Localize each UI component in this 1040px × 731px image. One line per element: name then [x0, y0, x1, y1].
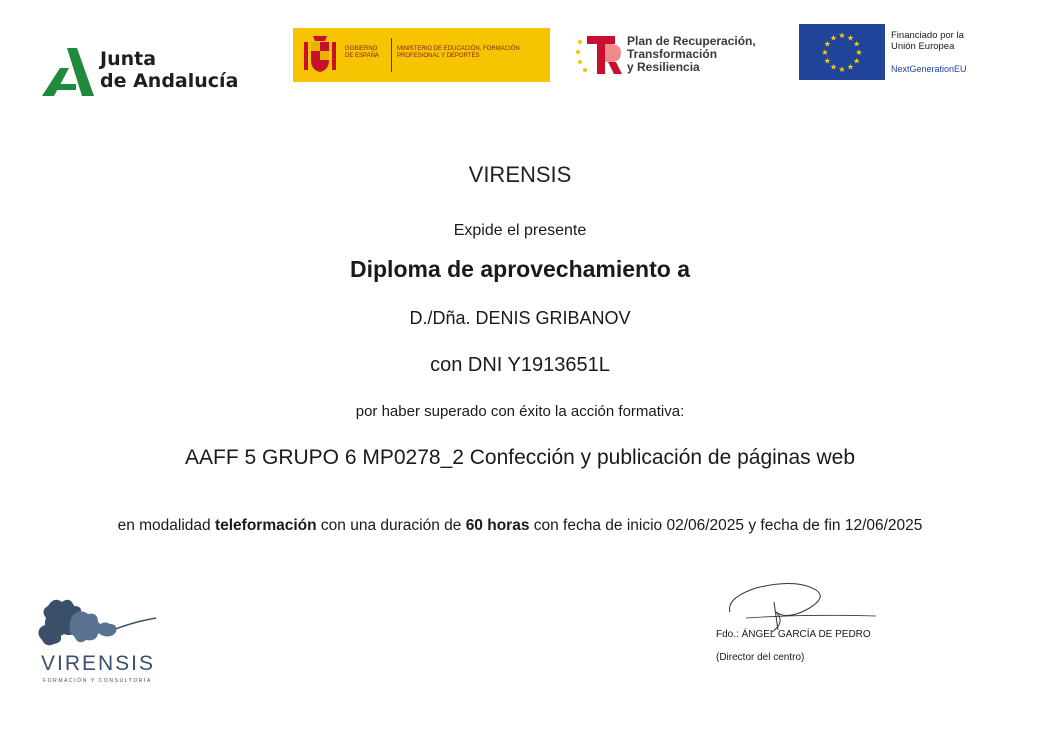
junta-line1: Junta [100, 48, 157, 70]
recipient-dni: con DNI Y1913651L [430, 354, 610, 376]
eu-line3: NextGenerationEU [891, 64, 967, 74]
eu-stars [799, 24, 885, 80]
details-text-1: en modalidad [117, 517, 215, 534]
junta-de-andalucia-logo [40, 44, 240, 100]
eu-star-icon: ★ [838, 65, 846, 74]
virensis-wordmark: VIRENSIS [41, 652, 156, 675]
eu-star-icon: ★ [838, 31, 846, 40]
eu-star-icon: ★ [853, 39, 861, 49]
eu-star-icon: ★ [846, 62, 855, 72]
ministerio-label: MINISTERIO DE EDUCACIÓN, FORMACIÓN PROFESIONAL Y DEPORTES [397, 46, 520, 59]
signer-role: (Director del centro) [716, 652, 805, 663]
plan-line2: Transformación [627, 47, 718, 61]
modality-value: teleformación [214, 517, 317, 534]
eu-funding-logo [799, 24, 989, 82]
plan-line3: y Resiliencia [627, 60, 700, 74]
plan-line1: Plan de Recuperación, [627, 34, 756, 48]
reason-statement: por haber superado con éxito la acción formativa: [355, 403, 685, 420]
issuing-organization: VIRENSIS [468, 162, 572, 187]
gobierno-espana-logo [293, 28, 550, 82]
eu-flag-icon [799, 24, 885, 80]
diploma-title: Diploma de aprovechamiento a [350, 256, 690, 282]
eu-star-icon: ★ [829, 33, 838, 43]
duration-value: 60 horas [465, 517, 530, 534]
course-details [0, 517, 1040, 535]
gobierno-label: GOBIERNO DE ESPAÑA [345, 46, 379, 59]
eu-star-icon: ★ [821, 48, 829, 57]
eu-star-icon: ★ [855, 48, 863, 57]
eu-line2: Unión Europea [891, 41, 955, 52]
eu-star-icon: ★ [853, 56, 861, 66]
virensis-subtitle: FORMACIÓN Y CONSULTORÍA [43, 678, 152, 684]
eu-star-icon: ★ [829, 62, 838, 72]
eu-star-icon: ★ [846, 33, 855, 43]
details-text-2: con una duración de [316, 517, 466, 534]
oak-leaves-icon [38, 596, 160, 648]
eu-star-icon: ★ [823, 39, 831, 49]
coat-of-arms-icon [301, 34, 339, 76]
eu-line1: Financiado por la [891, 30, 964, 41]
prtr-emblem-icon [575, 32, 623, 78]
recipient-name: D./Dña. DENIS GRIBANOV [409, 308, 631, 328]
course-title: AAFF 5 GRUPO 6 MP0278_2 Confección y publicación de páginas web [184, 446, 856, 469]
plan-recuperacion-logo [575, 30, 780, 80]
eu-star-icon: ★ [823, 56, 831, 66]
details-text-3: con fecha de inicio 02/06/2025 y fecha de fin 12/06/2025 [529, 517, 923, 534]
issues-statement: Expide el presente [453, 222, 587, 239]
junta-line2: de Andalucía [100, 70, 239, 92]
virensis-logo [38, 596, 163, 691]
signer-name: Fdo.: ÁNGEL GARCÍA DE PEDRO [716, 629, 871, 640]
gobierno-divider [391, 38, 392, 72]
junta-a-icon [40, 46, 94, 98]
